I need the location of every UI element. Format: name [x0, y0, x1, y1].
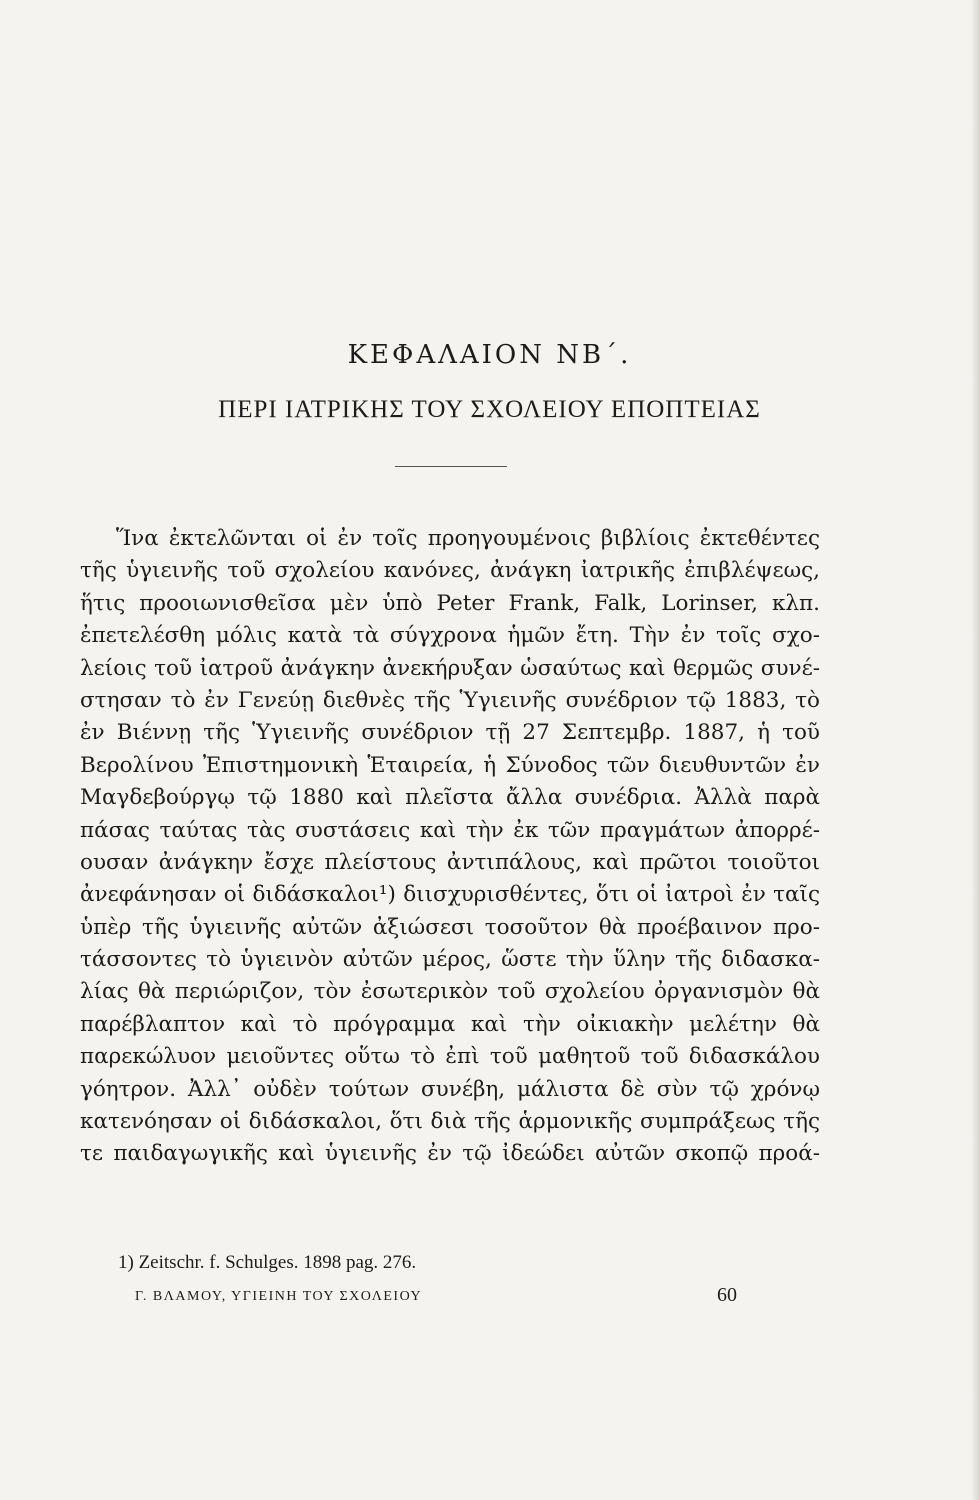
text-line: Ἵνα ἐκτελῶνται οἱ ἐν τοῖς προηγουμένοις βιβλίοις ἐκτεθέντες [116, 526, 820, 551]
text-line: ἥτις προοιωνισθεῖσα μὲν ὑπὸ Peter Frank, Falk, Lorinser, κλπ. [80, 590, 820, 616]
text-line: Βερολίνου Ἐπιστημονικὴ Ἑταιρεία, ἡ Σύνοδος τῶν διευθυντῶν ἐν [80, 752, 820, 778]
page-number: 60 [717, 1284, 737, 1306]
body-paragraph [80, 523, 820, 1171]
text-line: ἐπετελέσθη μόλις κατὰ τὰ σύγχρονα ἡμῶν ἔτη. Τὴν ἐν τοῖς σχο- [80, 623, 820, 649]
text-line: κατενόησαν οἱ διδάσκαλοι, ὅτι διὰ τῆς ἁρμονικῆς συμπράξεως τῆς [80, 1109, 820, 1135]
text-line: τῆς ὑγιεινῆς τοῦ σχολείου κανόνες, ἀνάγκη ἰατρικῆς ἐπιβλέψεως, [80, 558, 820, 584]
text-line: ἐν Βιέννῃ τῆς Ὑγιεινῆς συνέδριον τῇ 27 Σεπτεμβρ. 1887, ἡ τοῦ [80, 720, 820, 746]
text-line: παρεκώλυον μειοῦντες οὕτω τὸ ἐπὶ τοῦ μαθητοῦ τοῦ διδασκάλου [80, 1044, 820, 1070]
text-line: παρέβλαπτον καὶ τὸ πρόγραμμα καὶ τὴν οἰκιακὴν μελέτην θὰ [80, 1011, 820, 1037]
text-line: τε παιδαγωγικῆς καὶ ὑγιεινῆς ἐν τῷ ἰδεώδει αὐτῶν σκοπῷ προά- [80, 1141, 820, 1167]
title-divider [395, 466, 507, 467]
text-line: πάσας ταύτας τὰς συστάσεις καὶ τὴν ἐκ τῶν πραγμάτων ἀπορρέ- [80, 817, 820, 843]
text-line: λείοις τοῦ ἰατροῦ ἀνάγκην ἀνεκήρυξαν ὡσαύτως καὶ θερμῶς συνέ- [80, 655, 820, 681]
text-line: λίας θὰ περιώριζον, τὸν ἐσωτερικὸν τοῦ σχολείου ὀργανισμὸν θὰ [80, 979, 820, 1005]
text-line: στησαν τὸ ἐν Γενεύῃ διεθνὲς τῆς Ὑγιεινῆς συνέδριον τῷ 1883, τὸ [80, 687, 820, 713]
text-line: ουσαν ἀνάγκην ἔσχε πλείστους ἀντιπάλους, καὶ πρῶτοι τοιοῦτοι [80, 849, 820, 875]
footnote: 1) Zeitschr. f. Schulges. 1898 pag. 276. [118, 1252, 417, 1273]
running-footer: Γ. ΒΛΑΜΟΥ, ΥΓΙΕΙΝΗ ΤΟΥ ΣΧΟΛΕΙΟΥ [135, 1289, 423, 1304]
chapter-title: ΠΕΡΙ ΙΑΤΡΙΚΗΣ ΤΟΥ ΣΧΟΛΕΙΟΥ ΕΠΟΠΤΕΙΑΣ [218, 396, 761, 423]
chapter-label: ΚΕΦΑΛΑΙΟΝ ΝΒ΄. [347, 340, 632, 370]
text-line: Μαγδεβούργῳ τῷ 1880 καὶ πλεῖστα ἄλλα συνέδρια. Ἀλλὰ παρὰ [80, 785, 820, 811]
page-edge [971, 0, 979, 1500]
text-line: τάσσοντες τὸ ὑγιεινὸν αὐτῶν μέρος, ὥστε τὴν ὕλην τῆς διδασκα- [80, 947, 820, 973]
text-line: ὑπὲρ τῆς ὑγιεινῆς αὐτῶν ἀξιώσεσι τοσοῦτον θὰ προέβαινον προ- [80, 914, 820, 940]
text-line: ἀνεφάνησαν οἱ διδάσκαλοι¹) διισχυρισθέντες, ὅτι οἱ ἰατροὶ ἐν ταῖς [80, 882, 820, 908]
text-line: γόητρον. Ἀλλ᾽ οὐδὲν τούτων συνέβη, μάλιστα δὲ σὺν τῷ χρόνῳ [80, 1076, 820, 1102]
